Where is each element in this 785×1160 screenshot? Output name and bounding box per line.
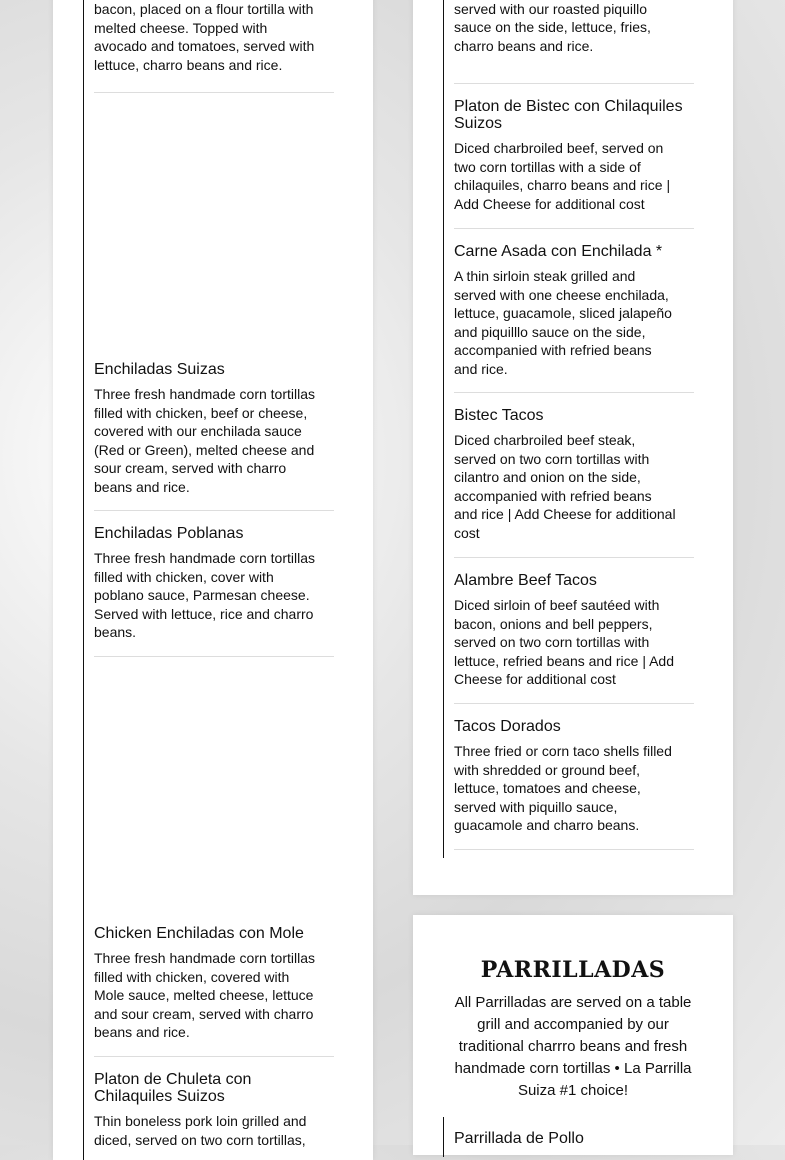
menu-item-partial (94, 0, 334, 74)
menu-item-description: bacon, placed on a flour tortilla with melted cheese. Topped with avocado and tomatoes, served with lettuce, charro beans and rice. (94, 1, 315, 73)
menu-item-title: Parrillada de Pollo (454, 1130, 584, 1147)
column-rule (443, 1117, 444, 1157)
menu-item-enchiladas-poblanas[interactable] (94, 525, 334, 642)
menu-item-bistec-tacos[interactable] (454, 407, 694, 543)
divider (454, 83, 694, 84)
menu-item-platon-bistec[interactable] (454, 98, 694, 213)
menu-item-description: Diced sirloin of beef sautéed with bacon, onions and bell peppers, served on two corn tortillas with lettuce, refried beans and rice | Add Cheese for additional cost (454, 597, 674, 688)
divider (454, 703, 694, 704)
menu-item-title: Chicken Enchiladas con Mole (94, 925, 304, 942)
divider (454, 392, 694, 393)
menu-item-description: served with our roasted piquillo sauce on the side, lettuce, fries, charro beans and rice. (454, 0, 651, 54)
menu-item-description: Thin boneless pork loin grilled and diced, served on two corn tortillas, (94, 1113, 307, 1148)
menu-panel-right (413, 0, 733, 895)
menu-item-description: Three fried or corn taco shells filled with shredded or ground beef, lettuce, tomatoes and cheese, served with piquillo sauce, guacamole and charro beans. (454, 743, 672, 834)
menu-item-partial (454, 0, 694, 55)
divider (454, 557, 694, 558)
divider (94, 510, 334, 511)
menu-item-title: Carne Asada con Enchilada * (454, 243, 663, 260)
column-rule (83, 0, 84, 1160)
menu-item-description: Three fresh handmade corn tortillas filled with chicken, cover with poblano sauce, Parmesan cheese. Served with lettuce, rice and charro beans. (94, 550, 315, 641)
divider (94, 92, 334, 93)
menu-item-platon-chuleta[interactable] (94, 1071, 334, 1149)
menu-item-carne-asada[interactable] (454, 243, 694, 379)
menu-item-description: Three fresh handmade corn tortillas filled with chicken, covered with Mole sauce, melted cheese, lettuce and sour cream, served with charro beans and rice. (94, 950, 315, 1041)
divider (94, 1056, 334, 1057)
menu-item-alambre-tacos[interactable] (454, 572, 694, 689)
menu-item-description: Diced charbroiled beef, served on two corn tortillas with a side of chilaquiles, charro beans and rice | Add Cheese for additional cost (454, 140, 671, 212)
menu-item-title: Enchiladas Poblanas (94, 525, 244, 542)
menu-item-title: Platon de Chuleta con Chilaquiles Suizos (94, 1071, 252, 1105)
menu-item-parrillada-pollo[interactable] (454, 1130, 694, 1154)
menu-item-title: Enchiladas Suizas (94, 361, 225, 378)
menu-item-description: Three fresh handmade corn tortillas filled with chicken, beef or cheese, covered with our enchilada sauce (Red or Green), melted cheese and sour cream, served with charro beans and rice. (94, 386, 315, 495)
menu-item-title: Tacos Dorados (454, 718, 561, 735)
column-rule (443, 0, 444, 858)
menu-item-tacos-dorados[interactable] (454, 718, 694, 835)
divider (454, 849, 694, 850)
menu-item-enchiladas-suizas[interactable] (94, 361, 334, 497)
parrilladas-panel (413, 915, 733, 1155)
section-title: PARRILLADAS (480, 957, 666, 983)
divider (94, 656, 334, 657)
menu-item-description: Diced charbroiled beef steak, served on two corn tortillas with cilantro and onion on the side, accompanied with refried beans and rice | Add Cheese for additional cost (454, 432, 676, 541)
section-description: All Parrilladas are served on a table grill and accompanied by our traditional charrro beans and fresh handmade corn tortillas • La Parrilla Suiza #1 choice! (454, 994, 692, 1099)
menu-item-description: A thin sirloin steak grilled and served with one cheese enchilada, lettuce, guacamole, sliced jalapeño and piquilllo sauce on the side, accompanied with refried beans and rice. (454, 268, 672, 377)
divider (454, 228, 694, 229)
menu-item-title: Bistec Tacos (454, 407, 544, 424)
menu-panel-left (53, 0, 373, 1160)
menu-item-title: Platon de Bistec con Chilaquiles Suizos (454, 98, 683, 132)
menu-item-chicken-enchiladas-mole[interactable] (94, 925, 334, 1042)
menu-item-title: Alambre Beef Tacos (454, 572, 597, 589)
